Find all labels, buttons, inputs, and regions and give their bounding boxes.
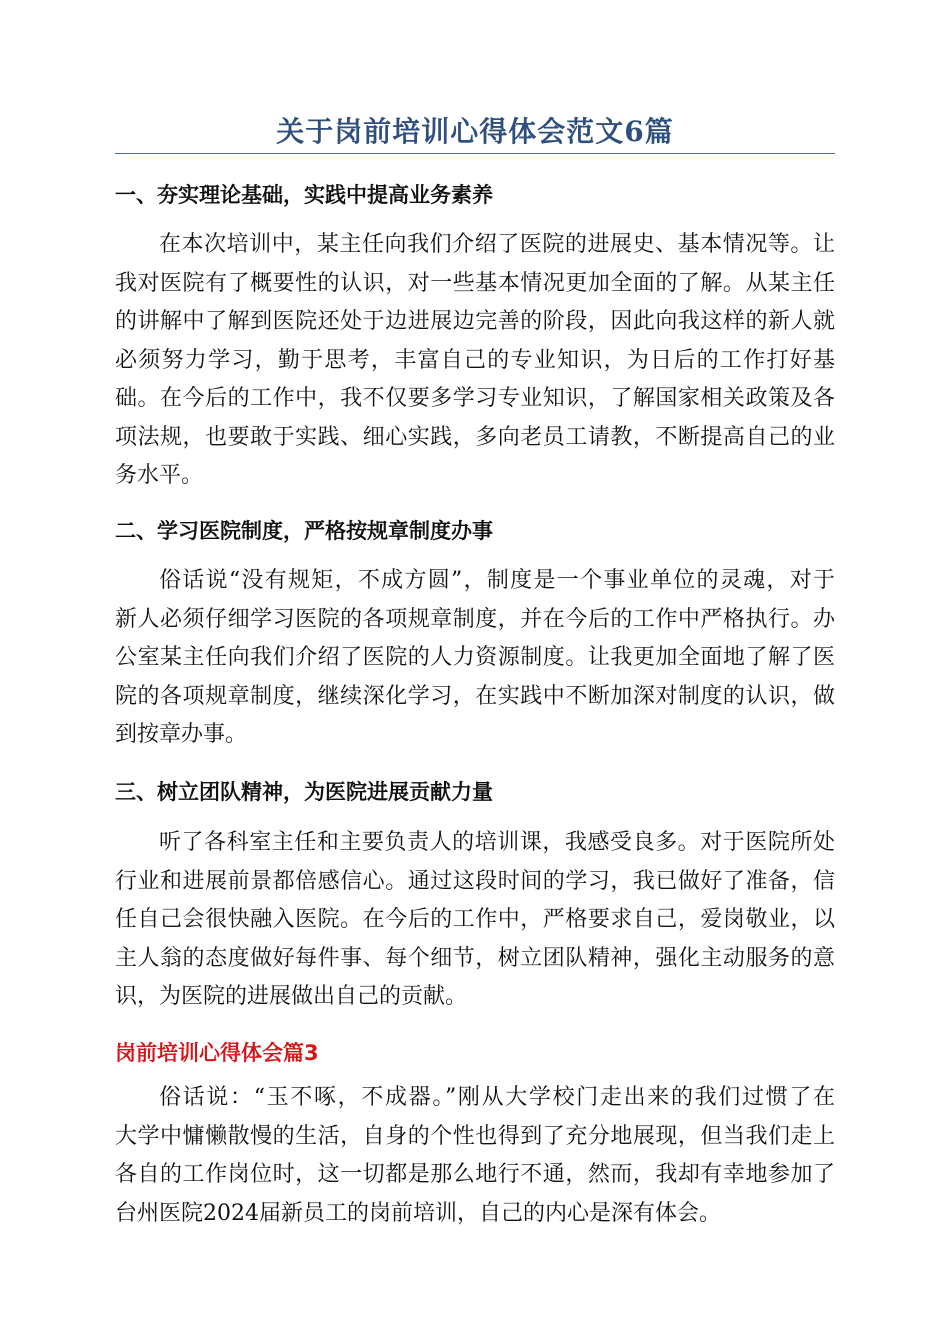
paragraph-line: 在本次培训中，某主任向我们介绍了医院的进展史、基本情况等。让 [159, 232, 835, 257]
paragraph-line: 俗话说“没有规矩，不成方圆”，制度是一个事业单位的灵魂，对于 [159, 568, 835, 593]
paragraph-line: 到按章办事。 [115, 722, 248, 747]
paragraph-line: 项法规，也要敢于实践、细心实践，多向老员工请教，不断提高自己的业 [115, 424, 835, 450]
paragraph-line: 必须努力学习，勤于思考，丰富自己的专业知识，为日后的工作打好基 [115, 347, 835, 373]
article-3-heading: 岗前培训心得体会篇3 [115, 1041, 319, 1065]
paragraph-line: 的讲解中了解到医院还处于边进展边完善的阶段，因此向我这样的新人就 [115, 309, 835, 334]
paragraph-line: 院的各项规章制度，继续深化学习，在实践中不断加深对制度的认识，做 [115, 683, 835, 709]
paragraph-line: 听了各科室主任和主要负责人的培训课，我感受良多。对于医院所处 [159, 830, 835, 855]
section-1-paragraph [115, 226, 835, 496]
paragraph-line: 大学中慵懒散慢的生活，自身的个性也得到了充分地展现，但当我们走上 [115, 1123, 835, 1149]
paragraph-line: 任自己会很快融入医院。在今后的工作中，严格要求自己，爱岗敬业，以 [115, 907, 835, 932]
document-title: 关于岗前培训心得体会范文6篇 [276, 115, 674, 148]
paragraph-line: 主人翁的态度做好每件事、每个细节，树立团队精神，强化主动服务的意 [115, 945, 835, 971]
paragraph-line: 行业和进展前景都倍感信心。通过这段时间的学习，我已做好了准备，信 [115, 868, 835, 894]
paragraph-line: 各自的工作岗位时，这一切都是那么地行不通，然而，我却有幸地参加了 [115, 1162, 835, 1187]
article-3-paragraph [115, 1079, 835, 1233]
section-1-heading: 一、夯实理论基础，实践中提高业务素养 [115, 183, 493, 207]
paragraph-line: 务水平。 [115, 463, 204, 488]
paragraph-line: 我对医院有了概要性的认识，对一些基本情况更加全面的了解。从某主任 [115, 270, 835, 296]
section-2-paragraph [115, 562, 835, 755]
section-2-heading: 二、学习医院制度，严格按规章制度办事 [115, 519, 493, 543]
paragraph-line: 础。在今后的工作中，我不仅要多学习专业知识，了解国家相关政策及各 [115, 386, 835, 411]
title-underline [115, 153, 835, 154]
paragraph-line: 识，为医院的进展做出自己的贡献。 [115, 984, 468, 1009]
section-3-paragraph [115, 824, 835, 1017]
paragraph-line: 俗话说：“玉不啄，不成器。”刚从大学校门走出来的我们过惯了在 [159, 1085, 835, 1110]
paragraph-line: 台州医院2024届新员工的岗前培训，自己的内心是深有体会。 [115, 1200, 721, 1226]
section-3-heading: 三、树立团队精神，为医院进展贡献力量 [115, 780, 493, 804]
paragraph-line: 新人必须仔细学习医院的各项规章制度，并在今后的工作中严格执行。办 [115, 606, 835, 632]
paragraph-line: 公室某主任向我们介绍了医院的人力资源制度。让我更加全面地了解了医 [115, 645, 835, 670]
